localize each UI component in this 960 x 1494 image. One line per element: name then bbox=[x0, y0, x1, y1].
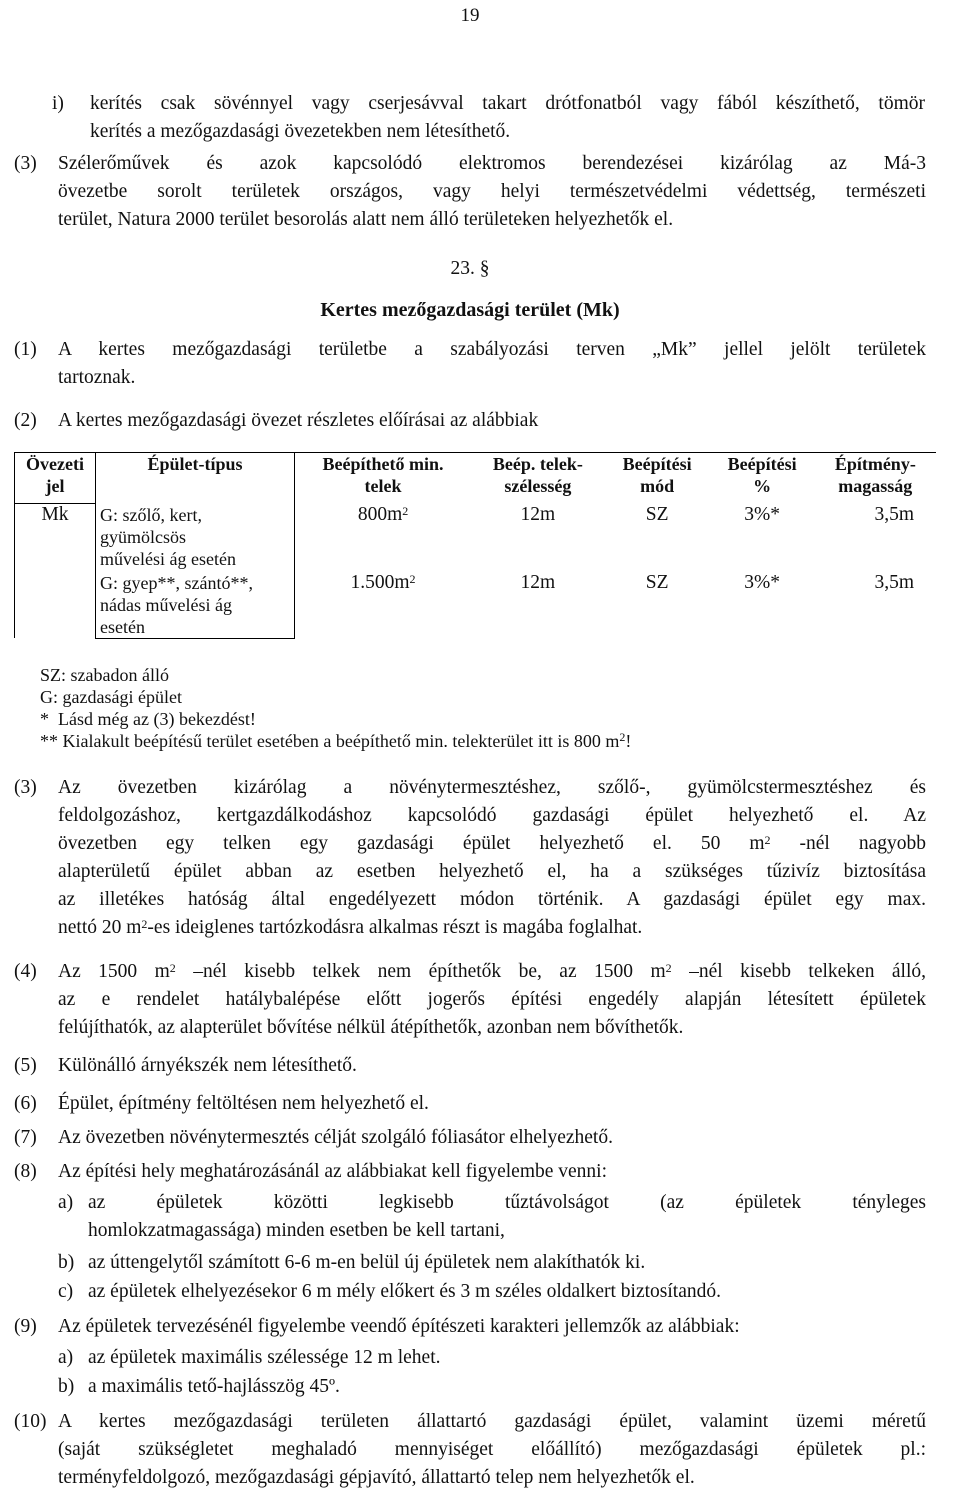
pct-cell: 3%* bbox=[744, 503, 780, 525]
text-line: az épületek közötti legkisebb tűztávolságot (az épületek tényleges bbox=[88, 1192, 926, 1213]
item-label: a) bbox=[58, 1347, 74, 1368]
note-line: * Lásd még az (3) bekezdést! bbox=[40, 709, 256, 729]
text-line: az épületek elhelyezésekor 6 m mély előkert és 3 m széles oldalkert biztosítandó. bbox=[88, 1281, 721, 1302]
paragraph-10 bbox=[14, 1408, 926, 1492]
mode-cell: SZ bbox=[645, 571, 669, 593]
note-line: ** Kialakult beépítésű terület esetében a beépíthető min. telekterület itt is 800 $m^2$! bbox=[40, 730, 632, 751]
text-line: A kertes mezőgazdasági területbe a szabályozási terven „Mk” jellel jelölt területek bbox=[58, 339, 926, 360]
height-cell: 3,5m bbox=[874, 571, 914, 593]
paragraph-9 bbox=[14, 1313, 926, 1341]
header-building-type: Épület-típus bbox=[96, 453, 295, 504]
text-line: Az épületek tervezésénél figyelembe veendő építészeti karakteri jellemzők az alábbiak: bbox=[58, 1316, 740, 1337]
building-type-cell: G: szőlő, kert, gyümölcsös művelési ág esetén bbox=[96, 504, 295, 572]
text-line: Az övezetben kizárólag a növénytermesztéshez, szőlő-, gyümölcstermesztéshez és bbox=[58, 777, 926, 798]
lot-width-cell: 12m bbox=[520, 571, 556, 593]
paragraph-3-prev bbox=[14, 150, 926, 234]
text-line: nettó 20 $m^2-es$ ideiglenes tartózkodásra alkalmas részt is magába foglalhat. bbox=[58, 917, 643, 938]
paragraph-6 bbox=[14, 1090, 926, 1118]
paragraph-7 bbox=[14, 1124, 926, 1152]
paragraph-label: (8) bbox=[14, 1161, 37, 1182]
paragraph-label: (9) bbox=[14, 1316, 37, 1337]
text-line: Épület, építmény feltöltésen nem helyezhető el. bbox=[58, 1093, 429, 1114]
section-title: Kertes mezőgazdasági terület (Mk) bbox=[320, 299, 620, 321]
paragraph-label: (3) bbox=[14, 777, 37, 798]
table-notes bbox=[40, 664, 631, 752]
header-building-pct: Beépítési % bbox=[710, 453, 815, 504]
paragraph-label: (2) bbox=[14, 410, 37, 431]
text-line: felújíthatók, az alapterület bővítése nélkül átépíthetők, azonban nem bővíthetők. bbox=[58, 1017, 684, 1038]
header-zone: Övezeti jel bbox=[15, 453, 96, 504]
section-number: 23. § bbox=[450, 258, 490, 279]
paragraph-label: (7) bbox=[14, 1127, 37, 1148]
paragraph-8-c bbox=[58, 1278, 926, 1306]
header-min-lot: Beépíthető min. telek bbox=[295, 453, 472, 504]
note-line: G: gazdasági épület bbox=[40, 687, 182, 707]
text-line: (saját szükségletet meghaladó mennyiséget előállító) mezőgazdasági épületek pl.: bbox=[58, 1439, 926, 1460]
text-line: Az övezetben növénytermesztés célját szolgáló fóliasátor elhelyezhető. bbox=[58, 1127, 613, 1148]
text-line: alapterületű épület abban az esetben helyezhető el, ha a szükséges tűzivíz biztosítása bbox=[58, 861, 926, 882]
item-label: a) bbox=[58, 1192, 74, 1213]
mode-cell: SZ bbox=[645, 503, 669, 525]
paragraph-label: (10) bbox=[14, 1411, 47, 1432]
note-line: SZ: szabadon álló bbox=[40, 665, 169, 685]
text-line: kerítés csak sövénnyel vagy cserjesávval takart drótfonatból vagy fából készíthető, tömör bbox=[90, 93, 925, 114]
text-line: Szélerőművek és azok kapcsolódó elektromos berendezései kizárólag az Má-3 bbox=[58, 153, 926, 174]
paragraph-label: (3) bbox=[14, 153, 37, 174]
text-line: homlokzatmagassága) minden esetben be kell tartani, bbox=[88, 1220, 505, 1241]
paragraph-8-b bbox=[58, 1249, 926, 1277]
paragraph-label: (4) bbox=[14, 961, 37, 982]
header-height: Építmény- magasság bbox=[815, 453, 936, 504]
zone-cell: Mk bbox=[15, 504, 96, 639]
paragraph-label: (6) bbox=[14, 1093, 37, 1114]
text-line: A kertes mezőgazdasági övezet részletes előírásai az alábbiak bbox=[58, 410, 539, 431]
item-label: b) bbox=[58, 1376, 75, 1397]
text-line: övezetben egy telken egy gazdasági épület helyezhető el. 50 $m^2$ -nél nagyobb bbox=[58, 833, 926, 854]
text-line: feldolgozáshoz, kertgazdálkodáshoz kapcsolódó gazdasági épület helyezhető el. Az bbox=[58, 805, 926, 826]
paragraph-label: (1) bbox=[14, 339, 37, 360]
text-line: tartoznak. bbox=[58, 367, 136, 388]
text-line: Az 1500 $m^2$ –nél kisebb telkek nem építhetők be, az 1500 $m^2$ –nél kisebb telkeken álló, bbox=[58, 961, 926, 982]
header-lot-width: Beép. telek- szélesség bbox=[471, 453, 605, 504]
item-label: b) bbox=[58, 1252, 75, 1273]
paragraph-i bbox=[52, 90, 925, 146]
text-line: az épületek maximális szélessége 12 m lehet. bbox=[88, 1347, 441, 1368]
text-line: terület, Natura 2000 terület besorolás alatt nem álló területeken helyezhetők el. bbox=[58, 209, 674, 230]
page-number: 19 bbox=[460, 5, 480, 26]
text-line: övezetbe sorolt területek országos, vagy helyi természetvédelmi védettség, természeti bbox=[58, 181, 926, 202]
text-line: Az építési hely meghatározásánál az alábbiakat kell figyelembe venni: bbox=[58, 1161, 608, 1182]
paragraph-4 bbox=[14, 958, 926, 1042]
paragraph-8-a bbox=[58, 1189, 926, 1245]
regulation-table bbox=[14, 452, 936, 639]
min-lot-cell: $800m^2$ bbox=[357, 503, 409, 525]
paragraph-3 bbox=[14, 774, 926, 942]
header-building-mode: Beépítési mód bbox=[605, 453, 710, 504]
text-line: A kertes mezőgazdasági területen állattartó gazdasági épület, valamint üzemi méretű bbox=[58, 1411, 926, 1432]
lot-width-cell: 12m bbox=[520, 503, 556, 525]
paragraph-2 bbox=[14, 407, 926, 435]
paragraph-9-a bbox=[58, 1344, 926, 1372]
text-line: terményfeldolgozó, mezőgazdasági gépjavító, állattartó telep nem helyezhetők el. bbox=[58, 1467, 695, 1488]
pct-cell: 3%* bbox=[744, 571, 780, 593]
paragraph-9-b bbox=[58, 1373, 926, 1401]
paragraph-8 bbox=[14, 1158, 926, 1186]
item-label: c) bbox=[58, 1281, 74, 1302]
height-cell: 3,5m bbox=[874, 503, 914, 525]
paragraph-label: (5) bbox=[14, 1055, 37, 1076]
min-lot-cell: $1.500m^2$ bbox=[350, 571, 416, 593]
table-row bbox=[15, 504, 937, 572]
paragraph-5 bbox=[14, 1052, 926, 1080]
text-line: az illetékes hatóság által engedélyezett módon történik. A gazdasági épület egy max. bbox=[58, 889, 926, 910]
text-line: az úttengelytől számított 6-6 m-en belül új épületek nem alakíthatók ki. bbox=[88, 1252, 646, 1273]
table-header-row bbox=[15, 453, 937, 504]
text-line: a maximális tető-hajlásszög 45º. bbox=[88, 1376, 340, 1397]
text-line: kerítés a mezőgazdasági övezetekben nem létesíthető. bbox=[90, 121, 511, 142]
paragraph-1 bbox=[14, 336, 926, 392]
paragraph-label: i) bbox=[52, 93, 64, 114]
text-line: Különálló árnyékszék nem létesíthető. bbox=[58, 1055, 357, 1076]
building-type-cell: G: gyep**, szántó**, nádas művelési ág esetén bbox=[96, 572, 295, 639]
table-row bbox=[15, 572, 937, 639]
text-line: az e rendelet hatálybalépése előtt jogerős építési engedély alapján létesített épületek bbox=[58, 989, 926, 1010]
